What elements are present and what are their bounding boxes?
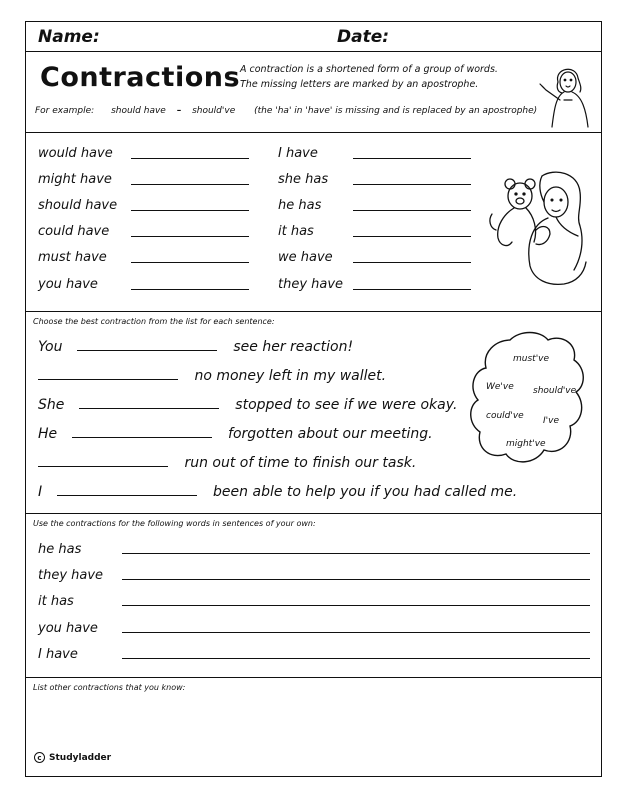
sentence-5-after: run out of time to finish our task. bbox=[184, 455, 417, 471]
copyright-icon: c bbox=[34, 752, 45, 763]
example-row bbox=[35, 106, 537, 116]
right-word-3: he has bbox=[278, 198, 322, 213]
left-word-2: might have bbox=[38, 172, 112, 187]
sentence-line[interactable] bbox=[122, 579, 590, 580]
answer-line[interactable] bbox=[131, 289, 249, 290]
word-bank-item: should've bbox=[533, 386, 577, 396]
other-contractions-area[interactable] bbox=[30, 697, 597, 745]
own-sentence-word-5: I have bbox=[38, 647, 78, 662]
sentence-2 bbox=[38, 368, 386, 384]
left-word-1: would have bbox=[38, 146, 113, 161]
sentence-line[interactable] bbox=[122, 658, 590, 659]
answer-line[interactable] bbox=[131, 158, 249, 159]
answer-line[interactable] bbox=[131, 262, 249, 263]
own-sentence-word-1: he has bbox=[38, 542, 82, 557]
own-sentence-word-4: you have bbox=[38, 621, 98, 636]
sentence-6-blank[interactable] bbox=[57, 484, 197, 496]
left-word-6: you have bbox=[38, 277, 98, 292]
sentence-4 bbox=[38, 426, 433, 442]
section1-divider bbox=[25, 311, 602, 312]
sentence-1 bbox=[38, 339, 353, 355]
answer-line[interactable] bbox=[353, 289, 471, 290]
word-bank-item: could've bbox=[486, 411, 524, 421]
section4-instruction: List other contractions that you know: bbox=[33, 683, 186, 692]
sentence-3-before: She bbox=[38, 397, 65, 413]
right-word-6: they have bbox=[278, 277, 344, 292]
answer-line[interactable] bbox=[131, 236, 249, 237]
answer-line[interactable] bbox=[353, 184, 471, 185]
page-title: Contractions bbox=[40, 62, 241, 93]
left-word-3: should have bbox=[38, 198, 118, 213]
example-words: should have bbox=[111, 106, 166, 116]
section2-divider bbox=[25, 513, 602, 514]
sentence-6-before: I bbox=[38, 484, 43, 500]
sentence-6 bbox=[38, 484, 517, 500]
section2-instruction: Choose the best contraction from the list for each sentence: bbox=[33, 317, 275, 326]
right-word-5: we have bbox=[278, 250, 333, 265]
footer bbox=[34, 752, 111, 763]
teacher-illustration bbox=[536, 60, 598, 128]
right-word-2: she has bbox=[278, 172, 329, 187]
sentence-4-after: forgotten about our meeting. bbox=[228, 426, 433, 442]
answer-line[interactable] bbox=[131, 210, 249, 211]
section3-divider bbox=[25, 677, 602, 678]
sentence-2-blank[interactable] bbox=[38, 368, 178, 380]
word-bank-item: must've bbox=[513, 354, 550, 364]
sentence-4-before: He bbox=[38, 426, 58, 442]
left-word-5: must have bbox=[38, 250, 107, 265]
sentence-4-blank[interactable] bbox=[72, 426, 212, 438]
own-sentence-word-3: it has bbox=[38, 594, 74, 609]
word-bank-cloud bbox=[470, 330, 588, 470]
definition bbox=[240, 62, 540, 92]
intro-divider bbox=[25, 132, 602, 133]
answer-line[interactable] bbox=[353, 262, 471, 263]
sentence-3-after: stopped to see if we were okay. bbox=[235, 397, 458, 413]
sentence-line[interactable] bbox=[122, 605, 590, 606]
girl-with-teddy-illustration bbox=[488, 166, 592, 288]
word-bank-item: might've bbox=[506, 439, 546, 449]
word-bank-item: I've bbox=[543, 416, 559, 426]
example-contraction: should've bbox=[192, 106, 236, 116]
definition-line-2: The missing letters are marked by an apostrophe. bbox=[240, 79, 479, 90]
sentence-5-blank[interactable] bbox=[38, 455, 168, 467]
answer-line[interactable] bbox=[131, 184, 249, 185]
answer-line[interactable] bbox=[353, 158, 471, 159]
word-bank-item: We've bbox=[486, 382, 514, 392]
date-label: Date: bbox=[337, 27, 390, 47]
example-dash: – bbox=[176, 106, 182, 116]
answer-line[interactable] bbox=[353, 210, 471, 211]
sentence-1-before: You bbox=[38, 339, 63, 355]
sentence-2-after: no money left in my wallet. bbox=[194, 368, 387, 384]
header-divider bbox=[25, 51, 602, 52]
sentence-line[interactable] bbox=[122, 553, 590, 554]
sentence-3 bbox=[38, 397, 457, 413]
right-word-1: I have bbox=[278, 146, 318, 161]
sentence-1-after: see her reaction! bbox=[233, 339, 354, 355]
name-label: Name: bbox=[38, 27, 100, 47]
definition-line-1: A contraction is a shortened form of a group of words. bbox=[240, 64, 498, 75]
sentence-3-blank[interactable] bbox=[79, 397, 219, 409]
example-note: (the 'ha' in 'have' is missing and is replaced by an apostrophe) bbox=[254, 106, 538, 116]
example-label: For example: bbox=[35, 106, 95, 116]
sentence-line[interactable] bbox=[122, 632, 590, 633]
left-word-4: could have bbox=[38, 224, 110, 239]
sentence-6-after: been able to help you if you had called me. bbox=[213, 484, 518, 500]
brand-name: Studyladder bbox=[49, 752, 112, 763]
sentence-1-blank[interactable] bbox=[77, 339, 217, 351]
right-word-4: it has bbox=[278, 224, 314, 239]
section3-instruction: Use the contractions for the following words in sentences of your own: bbox=[33, 519, 316, 528]
answer-line[interactable] bbox=[353, 236, 471, 237]
own-sentence-word-2: they have bbox=[38, 568, 104, 583]
sentence-5 bbox=[38, 455, 416, 471]
